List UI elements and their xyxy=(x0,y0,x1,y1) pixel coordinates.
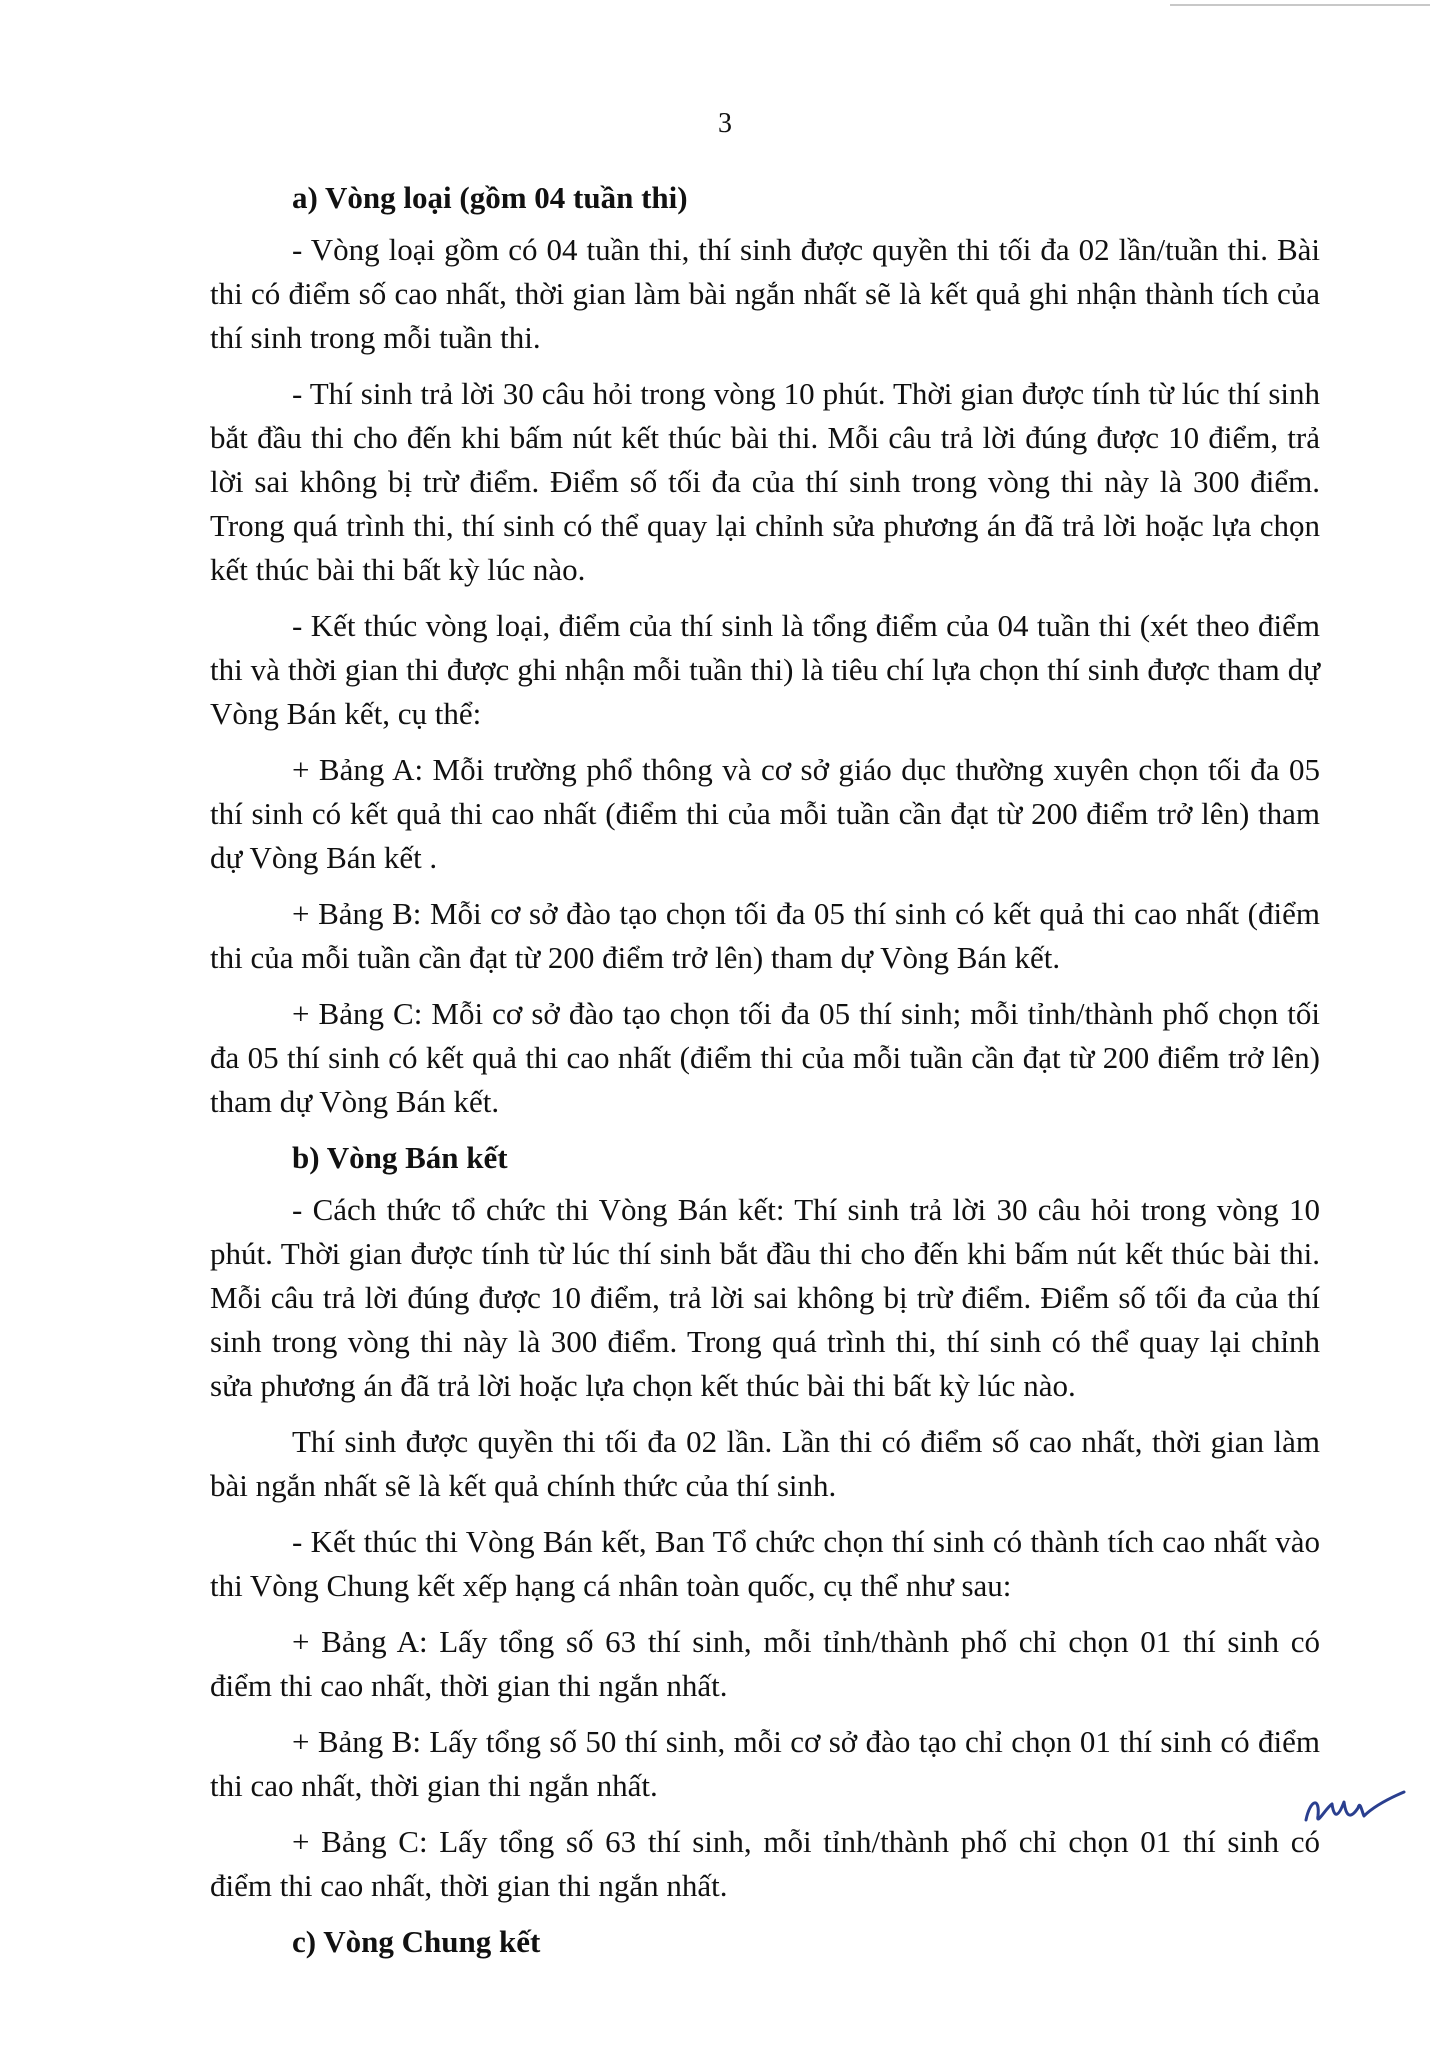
paragraph: Thí sinh được quyền thi tối đa 02 lần. Lần thi có điểm số cao nhất, thời gian làm bài ngắn nhất sẽ là kết quả chính thức của thí sinh. xyxy=(210,1424,1320,1503)
signature-stroke xyxy=(1306,1792,1404,1820)
paragraph: - Vòng loại gồm có 04 tuần thi, thí sinh được quyền thi tối đa 02 lần/tuần thi. Bài thi có điểm số cao nhất, thời gian làm bài ngắn nhất sẽ là kết quả ghi nhận thành tích của thí sinh trong mỗi tuần thi. xyxy=(210,232,1320,355)
page-number: 3 xyxy=(718,108,732,139)
paragraph: - Cách thức tổ chức thi Vòng Bán kết: Thí sinh trả lời 30 câu hỏi trong vòng 10 phút. Thời gian được tính từ lúc thí sinh bắt đầu thi cho đến khi bấm nút kết thúc bài thi. Mỗi câu trả lời đúng được 10 điểm, trả lời sai không bị trừ điểm. Điểm số tối đa của thí sinh trong vòng thi này là 300 điểm. Trong quá trình thi, thí sinh có thể quay lại chỉnh sửa phương án đã trả lời hoặc lựa chọn kết thúc bài thi bất kỳ lúc nào. xyxy=(210,1192,1320,1403)
paragraph: + Bảng C: Mỗi cơ sở đào tạo chọn tối đa 05 thí sinh; mỗi tỉnh/thành phố chọn tối đa 05 thí sinh có kết quả thi cao nhất (điểm thi của mỗi tuần cần đạt từ 200 điểm trở lên) tham dự Vòng Bán kết. xyxy=(210,996,1320,1119)
document-body xyxy=(210,176,1320,1972)
section-heading-b: b) Vòng Bán kết xyxy=(292,1140,508,1175)
paragraph: + Bảng C: Lấy tổng số 63 thí sinh, mỗi tỉnh/thành phố chỉ chọn 01 thí sinh có điểm thi cao nhất, thời gian thi ngắn nhất. xyxy=(210,1824,1320,1903)
paragraph: - Kết thúc vòng loại, điểm của thí sinh là tổng điểm của 04 tuần thi (xét theo điểm thi và thời gian thi được ghi nhận mỗi tuần thi) là tiêu chí lựa chọn thí sinh được tham dự Vòng Bán kết, cụ thể: xyxy=(210,608,1320,731)
scan-edge-line xyxy=(1170,4,1430,6)
paragraph: + Bảng B: Lấy tổng số 50 thí sinh, mỗi cơ sở đào tạo chỉ chọn 01 thí sinh có điểm thi cao nhất, thời gian thi ngắn nhất. xyxy=(210,1724,1320,1803)
section-heading-c: c) Vòng Chung kết xyxy=(292,1924,541,1959)
paragraph: - Kết thúc thi Vòng Bán kết, Ban Tổ chức chọn thí sinh có thành tích cao nhất vào thi Vòng Chung kết xếp hạng cá nhân toàn quốc, cụ thể như sau: xyxy=(210,1524,1320,1603)
paragraph: + Bảng B: Mỗi cơ sở đào tạo chọn tối đa 05 thí sinh có kết quả thi cao nhất (điểm thi của mỗi tuần cần đạt từ 200 điểm trở lên) tham dự Vòng Bán kết. xyxy=(210,896,1320,975)
paragraph: + Bảng A: Mỗi trường phổ thông và cơ sở giáo dục thường xuyên chọn tối đa 05 thí sinh có kết quả thi cao nhất (điểm thi của mỗi tuần cần đạt từ 200 điểm trở lên) tham dự Vòng Bán kết . xyxy=(210,752,1320,875)
paragraph: - Thí sinh trả lời 30 câu hỏi trong vòng 10 phút. Thời gian được tính từ lúc thí sinh bắt đầu thi cho đến khi bấm nút kết thúc bài thi. Mỗi câu trả lời đúng được 10 điểm, trả lời sai không bị trừ điểm. Điểm số tối đa của thí sinh trong vòng thi này là 300 điểm. Trong quá trình thi, thí sinh có thể quay lại chỉnh sửa phương án đã trả lời hoặc lựa chọn kết thúc bài thi bất kỳ lúc nào. xyxy=(210,376,1320,587)
section-heading-a: a) Vòng loại (gồm 04 tuần thi) xyxy=(292,180,688,215)
paragraph: + Bảng A: Lấy tổng số 63 thí sinh, mỗi tỉnh/thành phố chỉ chọn 01 thí sinh có điểm thi cao nhất, thời gian thi ngắn nhất. xyxy=(210,1624,1320,1703)
initials-signature xyxy=(1300,1782,1410,1832)
